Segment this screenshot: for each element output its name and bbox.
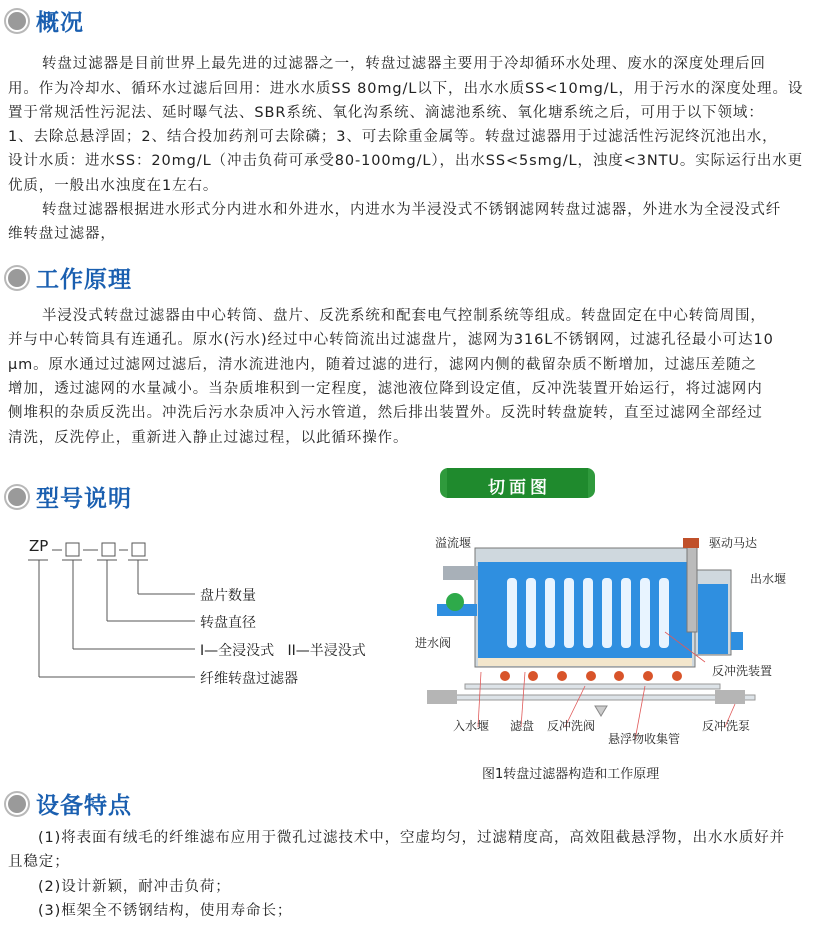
section-heading-principle <box>6 261 132 294</box>
label-backwash-pump: 反冲洗泵 <box>702 719 751 733</box>
bullet-icon <box>6 486 28 508</box>
model-code: ZP <box>29 537 49 555</box>
label-backwash-valve: 反冲洗阀 <box>547 719 596 733</box>
cross-section-diagram <box>415 462 825 782</box>
section-heading-model <box>6 480 132 513</box>
text-line: 半浸没式转盘过滤器由中心转筒、盘片、反洗系统和配套电气控制系统等组成。转盘固定在中心转筒周围， <box>42 308 766 324</box>
heading-text: 设备特点 <box>36 793 132 819</box>
text-line: 清洗，反洗停止，重新进入静止过滤过程，以此循环操作。 <box>8 430 409 446</box>
text-line: 1、去除总悬浮固；2、结合投加药剂可去除磷；3、可去除重金属等。转盘过滤器用于过滤活性污泥终沉池出水， <box>8 129 778 145</box>
label-backwash-device: 反冲洗装置 <box>712 664 773 678</box>
text-line: 用。作为冷却水、循环水过滤后回用：进水水质SS 80mg/L以下，出水水质SS<10mg/L，用于污水的深度处理。设 <box>8 81 804 97</box>
bullet-icon <box>6 267 28 289</box>
text-line: 置于常规活性污泥法、延时曝气法、SBR系统、氧化沟系统、滴滤池系统、氧化塘系统之后，可用于以下领域： <box>8 105 764 121</box>
bullet-icon <box>6 793 28 815</box>
model-label-disc-count: 盘片数量 <box>200 588 256 604</box>
label-drive-motor: 驱动马达 <box>709 536 758 550</box>
section-heading-overview <box>6 4 84 37</box>
label-inlet-weir: 入水堰 <box>453 719 490 733</box>
model-label-immersion-type: I—全浸没式 II—半浸没式 <box>200 643 366 659</box>
text-line: 设计水质：进水SS：20mg/L（冲击负荷可承受80-100mg/L），出水SS<5smg/L，浊度<3NTU。实际运行出水更 <box>8 153 804 169</box>
section-heading-features <box>6 787 132 820</box>
text-line: μm。原水通过过滤网过滤后，清水流进池内，随着过滤的进行，滤网内侧的截留杂质不断增加，过滤压差随之 <box>8 357 757 373</box>
feature-line: 且稳定； <box>8 854 70 870</box>
text-line: 维转盘过滤器， <box>8 226 116 242</box>
label-inlet-valve: 进水阀 <box>415 636 452 650</box>
bullet-icon <box>6 10 28 32</box>
model-label-disc-diameter: 转盘直径 <box>200 615 256 631</box>
heading-text: 型号说明 <box>36 486 132 512</box>
feature-line: (2)设计新颖，耐冲击负荷； <box>38 879 231 895</box>
text-line: 优质，一般出水浊度在1左右。 <box>8 178 219 194</box>
feature-line: (3)框架全不锈钢结构，使用寿命长； <box>38 903 293 919</box>
heading-text: 概况 <box>36 10 84 36</box>
figure-caption: 图1转盘过滤器构造和工作原理 <box>482 767 660 782</box>
text-line: 侧堆积的杂质反洗出。冲洗后污水杂质冲入污水管道，然后排出装置外。反洗时转盘旋转，直至过滤网全部经过 <box>8 405 763 421</box>
text-line: 增加，透过滤网的水量减小。当杂质堆积到一定程度，滤池液位降到设定值，反冲洗装置开始运行，将过滤网内 <box>8 381 763 397</box>
text-line: 转盘过滤器根据进水形式分内进水和外进水，内进水为半浸没式不锈钢滤网转盘过滤器，外进水为全浸没式纤 <box>42 202 782 218</box>
label-overflow-weir: 溢流堰 <box>435 536 472 550</box>
text-line: 转盘过滤器是目前世界上最先进的过滤器之一，转盘过滤器主要用于冷却循环水处理、废水的深度处理后回 <box>42 56 766 72</box>
model-label-product: 纤维转盘过滤器 <box>200 671 298 687</box>
feature-line: (1)将表面有绒毛的纤维滤布应用于微孔过滤技术中，空虚均匀，过滤精度高，高效阻截悬浮物，出水水质好并 <box>38 830 786 846</box>
diagram-banner: 切面图 <box>488 478 551 498</box>
text-line: 并与中心转筒具有连通孔。原水(污水)经过中心转筒流出过滤盘片，滤网为316L不锈钢网，过滤孔径最小可达10 <box>8 332 774 348</box>
label-outlet-weir: 出水堰 <box>750 572 787 586</box>
label-collector-pipe: 悬浮物收集管 <box>608 732 681 746</box>
label-filter-disc: 滤盘 <box>510 719 535 733</box>
heading-text: 工作原理 <box>36 267 132 293</box>
